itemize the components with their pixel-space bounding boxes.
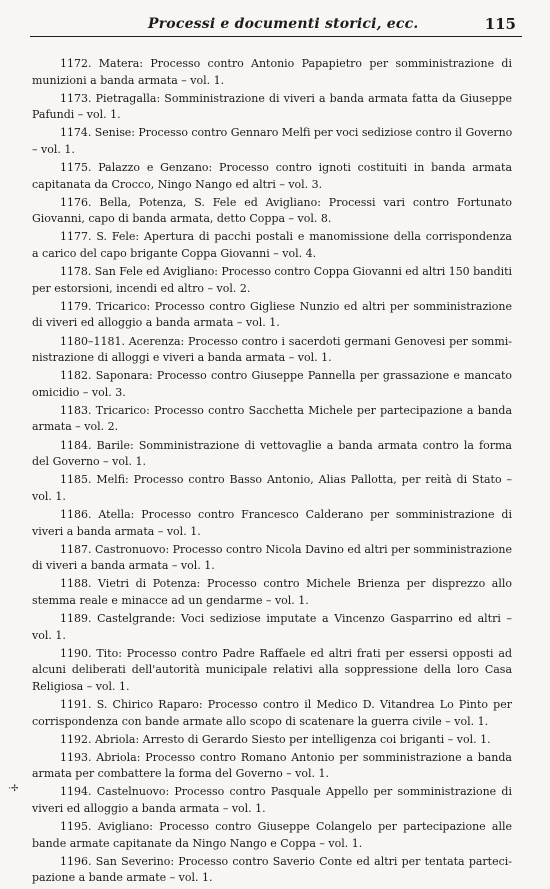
entry-line: 1176. Bella, Potenza, S. Fele ed Avigliano: Processi vari contro Fortunato (60, 195, 512, 209)
running-header (30, 14, 522, 37)
entry-line: 1177. S. Fele: Apertura di pacchi postali e manomissione della corrispondenza (60, 230, 512, 244)
entry-line: 1192. Abriola: Arresto di Gerardo Siesto per intelligenza coi briganti – vol. 1. (60, 732, 491, 746)
entry-line: vol. 1. (32, 489, 66, 503)
entry-line: 1187. Castronuovo: Processo contro Nicola Davino ed altri per somministrazione (60, 542, 512, 556)
archive-entry (32, 125, 512, 158)
entry-line: 1185. Melfi: Processo contro Basso Antonio, Alias Pallotta, per reità di Stato – (60, 473, 512, 487)
archive-entry (32, 368, 512, 401)
archive-entry (32, 784, 512, 817)
entry-line: di viveri a banda armata – vol. 1. (32, 559, 215, 573)
entry-line: Religiosa – vol. 1. (32, 679, 130, 693)
entry-line: 1183. Tricarico: Processo contro Sacchetta Michele per partecipazione a banda (60, 403, 512, 417)
archive-entry (32, 507, 512, 540)
archive-entry (32, 542, 512, 575)
entry-line: 1193. Abriola: Processo contro Romano Antonio per somministrazione a banda (60, 750, 512, 764)
entry-line: vol. 1. (32, 628, 66, 642)
entry-line: di viveri ed alloggio a banda armata – vol. 1. (32, 316, 280, 330)
archive-entry (32, 472, 512, 505)
entry-line: 1189. Castelgrande: Voci sediziose imputate a Vincenzo Gasparrino ed altri – (60, 612, 512, 625)
entry-line: viveri ed alloggio a banda armata – vol. 1. (32, 802, 266, 816)
entry-line: 1173. Pietragalla: Somministrazione di viveri a banda armata fatta da Giuseppe (60, 91, 512, 105)
entry-line: armata – vol. 2. (32, 420, 119, 434)
entry-line: viveri a banda armata – vol. 1. (32, 524, 201, 538)
margin-mark: ·✢ (8, 784, 19, 794)
entry-line: a carico del capo brigante Coppa Giovanni – vol. 4. (32, 247, 317, 261)
running-title: Processi e documenti storici, ecc. (148, 16, 419, 32)
entry-line: 1184. Barile: Somministrazione di vettovaglie a banda armata contro la forma (60, 438, 512, 452)
archive-entry (32, 646, 512, 696)
entry-line: alcuni deliberati dell'autorità municipale relativi alla soppressione della loro Casa (32, 663, 512, 677)
page-number: 115 (484, 15, 516, 33)
archive-entry (32, 438, 512, 471)
entry-line: nistrazione di alloggi e viveri a banda armata – vol. 1. (32, 351, 332, 365)
archive-entry (32, 334, 512, 367)
archive-entry (32, 403, 512, 436)
archive-entry (32, 854, 512, 887)
entry-line: pazione a bande armate – vol. 1. (32, 871, 213, 885)
entry-line: per estorsioni, incendi ed altro – vol. 2. (32, 281, 251, 295)
entry-line: 1180–1181. Acerenza: Processo contro i sacerdoti germani Genovesi per sommi- (60, 334, 512, 348)
entry-line: munizioni a banda armata – vol. 1. (32, 73, 225, 87)
entry-line: Giovanni, capo di banda armata, detto Coppa – vol. 8. (32, 212, 332, 226)
entry-line: 1191. S. Chirico Raparo: Processo contro il Medico D. Vitandrea Lo Pinto per (60, 697, 512, 711)
entry-line: – vol. 1. (32, 142, 75, 156)
entry-line: 1175. Palazzo e Genzano: Processo contro ignoti costituiti in banda armata (60, 161, 512, 175)
entry-line: 1190. Tito: Processo contro Padre Raffaele ed altri frati per essersi opposti ad (60, 646, 512, 660)
entry-line: del Governo – vol. 1. (32, 455, 147, 469)
archive-entry (32, 195, 512, 228)
archive-entry (32, 56, 512, 89)
archive-entry (32, 91, 512, 124)
entry-line: 1182. Saponara: Processo contro Giuseppe Pannella per grassazione e mancato (60, 369, 512, 383)
archive-entry (32, 576, 512, 609)
archive-entry (32, 611, 512, 644)
archive-entry (32, 264, 512, 297)
entry-line: 1195. Avigliano: Processo contro Giuseppe Colangelo per partecipazione alle (60, 820, 512, 834)
archive-entry (32, 732, 512, 749)
entry-list (32, 56, 512, 889)
archive-entry (32, 299, 512, 332)
entry-line: armata per combattere la forma del Governo – vol. 1. (32, 767, 330, 781)
entry-line: corrispondenza con bande armate allo scopo di scatenare la guerra civile – vol. 1. (32, 714, 489, 728)
entry-line: 1179. Tricarico: Processo contro Gigliese Nunzio ed altri per somministrazione (60, 299, 512, 313)
entry-line: bande armate capitanate da Ningo Nango e Coppa – vol. 1. (32, 836, 363, 850)
entry-line: capitanata da Crocco, Ningo Nango ed altri – vol. 3. (32, 177, 323, 191)
archive-entry (32, 229, 512, 262)
entry-line: 1186. Atella: Processo contro Francesco Calderano per somministrazione di (60, 507, 512, 521)
entry-line: 1188. Vietri di Potenza: Processo contro Michele Brienza per disprezzo allo (60, 577, 512, 591)
entry-line: omicidio – vol. 3. (32, 385, 126, 399)
archive-entry (32, 819, 512, 852)
entry-line: stemma reale e minacce ad un gendarme – vol. 1. (32, 593, 309, 607)
archive-entry (32, 697, 512, 730)
entry-line: 1178. San Fele ed Avigliano: Processo contro Coppa Giovanni ed altri 150 banditi (60, 265, 512, 279)
entry-line: Pafundi – vol. 1. (32, 108, 121, 122)
archive-entry (32, 160, 512, 193)
entry-line: 1196. San Severino: Processo contro Saverio Conte ed altri per tentata parteci- (60, 854, 512, 868)
entry-line: 1194. Castelnuovo: Processo contro Pasquale Appello per somministrazione di (60, 785, 512, 799)
entry-line: 1174. Senise: Processo contro Gennaro Melfi per voci sediziose contro il Governo (60, 126, 513, 140)
entry-line: 1172. Matera: Processo contro Antonio Papapietro per somministrazione di (60, 57, 512, 70)
archive-entry (32, 750, 512, 783)
